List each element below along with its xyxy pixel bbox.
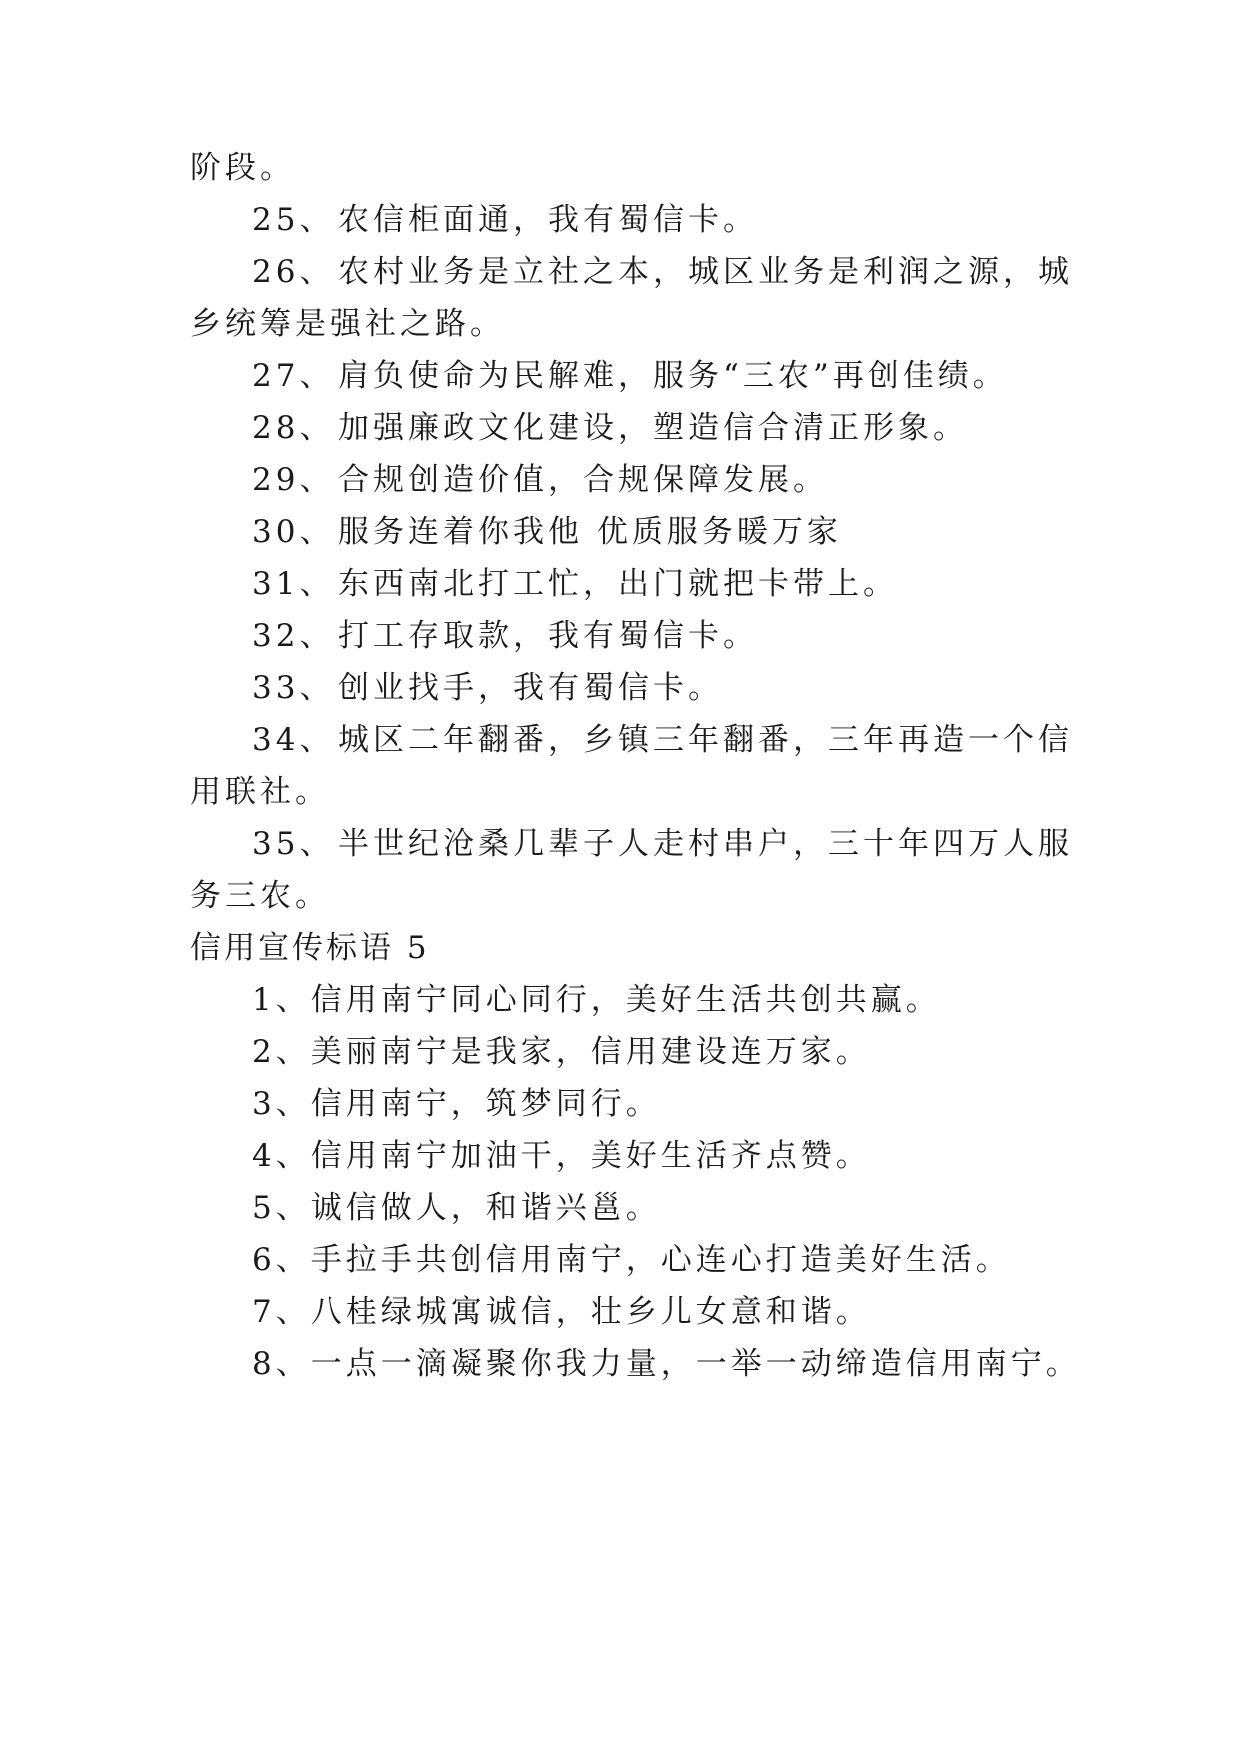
item-text: 城区二年翻番，乡镇三年翻番，三年再造一个信 (338, 722, 1073, 758)
list-item (252, 252, 1073, 292)
paragraph-continuation: 阶段。 (190, 150, 295, 186)
item-number: 28、 (252, 410, 335, 446)
item-number: 34、 (252, 722, 335, 758)
item-text: 半世纪沧桑几辈子人走村串户，三十年四万人服 (338, 826, 1073, 862)
item-text: 加强廉政文化建设，塑造信合清正形象。 (338, 410, 968, 446)
item-number: 27、 (252, 358, 335, 394)
list-item (252, 564, 1060, 604)
list-item (252, 1240, 1060, 1280)
item-text: 合规创造价值，合规保障发展。 (338, 462, 828, 498)
list-item (252, 460, 1060, 500)
item-number: 1、 (252, 982, 311, 1018)
list-item (252, 512, 1060, 552)
list-item (252, 1032, 1060, 1072)
item-text: 诚信做人，和谐兴邕。 (310, 1190, 661, 1226)
item-text: 服务连着你我他 优质服务暖万家 (338, 514, 842, 550)
list-item (252, 720, 1073, 760)
item-number: 6、 (252, 1242, 311, 1278)
item-number: 2、 (252, 1034, 311, 1070)
list-item (252, 980, 1060, 1020)
item-text: 信用南宁加油干，美好生活齐点赞。 (310, 1138, 871, 1174)
item-number: 33、 (252, 670, 335, 706)
item-number: 29、 (252, 462, 335, 498)
list-item (252, 356, 1060, 396)
list-item (252, 668, 1060, 708)
item-number: 35、 (252, 826, 335, 862)
item-number: 4、 (252, 1138, 311, 1174)
list-item (252, 1084, 1060, 1124)
list-item (252, 1344, 1081, 1384)
list-item-continuation: 务三农。 (190, 878, 330, 914)
list-item (252, 200, 1060, 240)
item-text: 信用南宁同心同行，美好生活共创共赢。 (310, 982, 941, 1018)
item-text: 东西南北打工忙，出门就把卡带上。 (338, 566, 898, 602)
section-heading: 信用宣传标语 5 (190, 930, 430, 966)
item-text: 创业找手，我有蜀信卡。 (338, 670, 723, 706)
list-item (252, 1136, 1060, 1176)
item-number: 5、 (252, 1190, 311, 1226)
item-number: 7、 (252, 1294, 311, 1330)
list-item (252, 616, 1060, 656)
item-number: 26、 (252, 254, 335, 290)
item-text: 美丽南宁是我家，信用建设连万家。 (310, 1034, 871, 1070)
item-number: 25、 (252, 202, 335, 238)
item-text: 一点一滴凝聚你我力量，一举一动缔造信用南宁。 (310, 1346, 1081, 1382)
item-text: 手拉手共创信用南宁，心连心打造美好生活。 (310, 1242, 1011, 1278)
list-item-continuation: 乡统筹是强社之路。 (190, 306, 505, 342)
item-text: 农村业务是立社之本，城区业务是利润之源，城 (338, 254, 1073, 290)
item-number: 32、 (252, 618, 335, 654)
list-item (252, 824, 1073, 864)
list-item (252, 1292, 1060, 1332)
list-item (252, 1188, 1060, 1228)
item-text: 信用南宁，筑梦同行。 (310, 1086, 661, 1122)
list-item (252, 408, 1060, 448)
item-number: 30、 (252, 514, 335, 550)
item-text: 八桂绿城寓诚信，壮乡儿女意和谐。 (310, 1294, 871, 1330)
item-text: 农信柜面通，我有蜀信卡。 (338, 202, 758, 238)
item-number: 8、 (252, 1346, 311, 1382)
item-number: 31、 (252, 566, 335, 602)
item-number: 3、 (252, 1086, 311, 1122)
item-text: 肩负使命为民解难，服务“三农”再创佳绩。 (338, 358, 1008, 394)
item-text: 打工存取款，我有蜀信卡。 (338, 618, 758, 654)
list-item-continuation: 用联社。 (190, 774, 330, 810)
